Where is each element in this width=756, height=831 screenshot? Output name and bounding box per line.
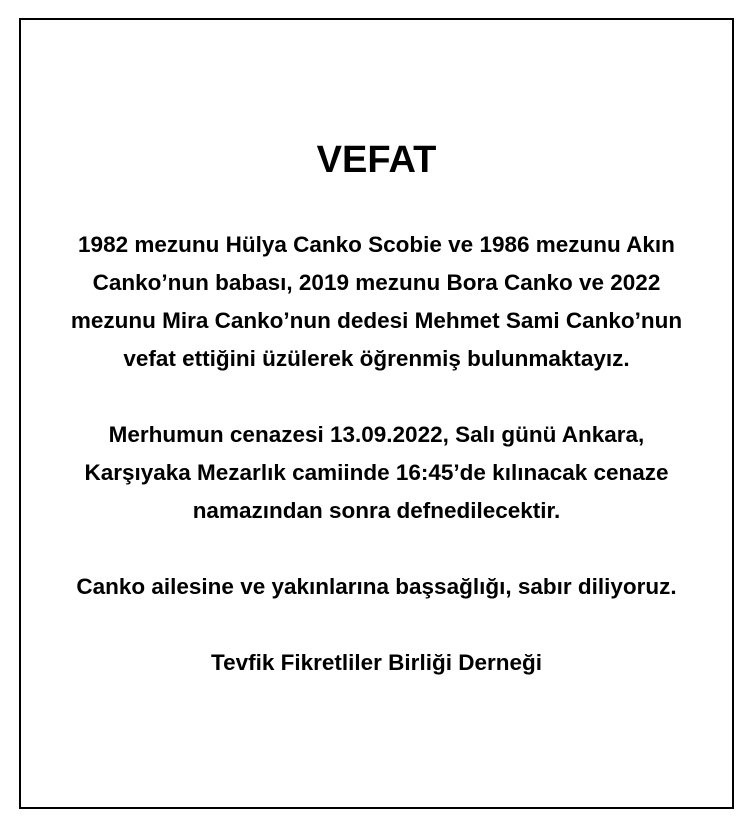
announcement-line: mezunu Mira Canko’nun dedesi Mehmet Sami Canko’nun xyxy=(70,308,683,333)
announcement-paragraph xyxy=(31,226,722,378)
announcement-line: Canko’nun babası, 2019 mezunu Bora Canko ve 2022 xyxy=(92,270,661,295)
notice-body xyxy=(31,226,722,720)
condolence-line: Canko ailesine ve yakınlarına başsağlığı, sabır diliyoruz. xyxy=(76,574,677,599)
condolence-paragraph xyxy=(31,568,722,606)
funeral-details-line: Karşıyaka Mezarlık camiinde 16:45’de kılınacak cenaze xyxy=(84,460,669,485)
announcement-line: vefat ettiğini üzülerek öğrenmiş bulunmaktayız. xyxy=(123,346,630,371)
notice-title: VEFAT xyxy=(316,139,437,181)
signature xyxy=(31,644,722,682)
notice-frame xyxy=(19,18,734,809)
signature-line: Tevfik Fikretliler Birliği Derneği xyxy=(211,650,542,675)
funeral-details-line: namazından sonra defnedilecektir. xyxy=(192,498,561,523)
funeral-details-line: Merhumun cenazesi 13.09.2022, Salı günü Ankara, xyxy=(108,422,645,447)
announcement-line: 1982 mezunu Hülya Canko Scobie ve 1986 mezunu Akın xyxy=(78,232,675,257)
funeral-details-paragraph xyxy=(31,416,722,530)
